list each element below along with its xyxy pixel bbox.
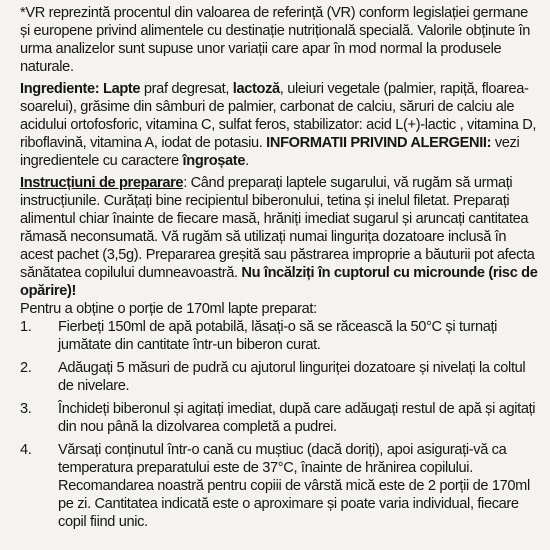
allergen-info-text: vezi ingredientele cu caractere [20, 135, 520, 169]
preparation-text: : Când preparați laptele sugarului, vă rugăm să urmați instrucțiunile. Curățați bine recipientul biberonului, tetina și inelul filetat. Preparați alimentul chiar înainte de fiecare masă, hrăniți imediat sugarul și aruncați cantitatea rămasă neconsumată. Vă rugăm să utilizați numai lingurița dozatoare inclusă în acest pachet (3,5g). Prepararea greșită sau păstrarea improprie a băuturii pot afecta sănătatea copilului dumneavoastră. [20, 175, 535, 281]
ingredients-text-1: praf degresat, [140, 81, 233, 97]
allergen-lactose: lactoză [232, 81, 280, 97]
step-text: Vărsați conținutul într-o cană cu muștiuc (dacă doriți), apoi asigurați-vă ca temperatura preparatului este de 37°C, înainte de hrănirea copilului. Recomandarea noastră pentru copiii de vârstă mică este de 2 porții de 170ml pe zi. Cantitatea indicată este o aproximare și poate varia individual, fiecare copil fiind unic. [58, 442, 530, 530]
ingredients-heading: Ingrediente: Lapte [20, 81, 141, 97]
step-text: Adăugați 5 măsuri de pudră cu ajutorul linguriței dozatoare și nivelați la coltul de nivelare. [58, 360, 526, 394]
allergen-bold-word: îngroșate [182, 153, 246, 169]
step-item [20, 400, 540, 436]
ingredients-paragraph [20, 80, 540, 170]
step-item [20, 359, 540, 395]
allergen-info-heading: INFORMATII PRIVIND ALERGENII: [266, 135, 492, 151]
ingredients-text-2: , uleiuri vegetale (palmier, rapiță, floarea-soarelui), grăsime din sâmburi de palmier, carbonat de calciu, săruri de calciu ale acidului ortofosforic, vitamina C, sulfat feros, stabilizator: acid L(+)-lactic , vitamina D, riboflavină, vitamina A, iodat de potasiu. [20, 81, 537, 151]
step-number: 2. [20, 360, 32, 376]
preparation-steps [20, 318, 540, 531]
vr-footnote: *VR reprezintă procentul din valoarea de referință (VR) conform legislației germane și europene privind alimentele cu destinație nutrițională specială. Valorile obținute în urma analizelor sunt supuse unor variații care apar în mod normal la produsele naturale. [20, 5, 531, 75]
step-text: Închideți biberonul și agitați imediat, după care adăugați restul de apă și agitați din nou până la dizolvarea completă a pudrei. [58, 401, 536, 435]
microwave-warning: Nu încălziți în cuptorul cu microunde (risc de opărire)! [20, 265, 538, 299]
allergen-end: . [245, 153, 249, 169]
step-item [20, 318, 540, 354]
step-item [20, 441, 540, 531]
preparation-paragraph [20, 174, 540, 300]
steps-intro: Pentru a obține o porție de 170ml lapte preparat: [20, 301, 317, 317]
step-number: 4. [20, 442, 32, 458]
preparation-heading: Instrucțiuni de preparare [20, 175, 184, 191]
step-text: Fierbeți 150ml de apă potabilă, lăsați-o să se răcească la 50°C și turnați jumătate din cantitate într-un biberon curat. [58, 319, 498, 353]
step-number: 1. [20, 319, 32, 335]
step-number: 3. [20, 401, 32, 417]
